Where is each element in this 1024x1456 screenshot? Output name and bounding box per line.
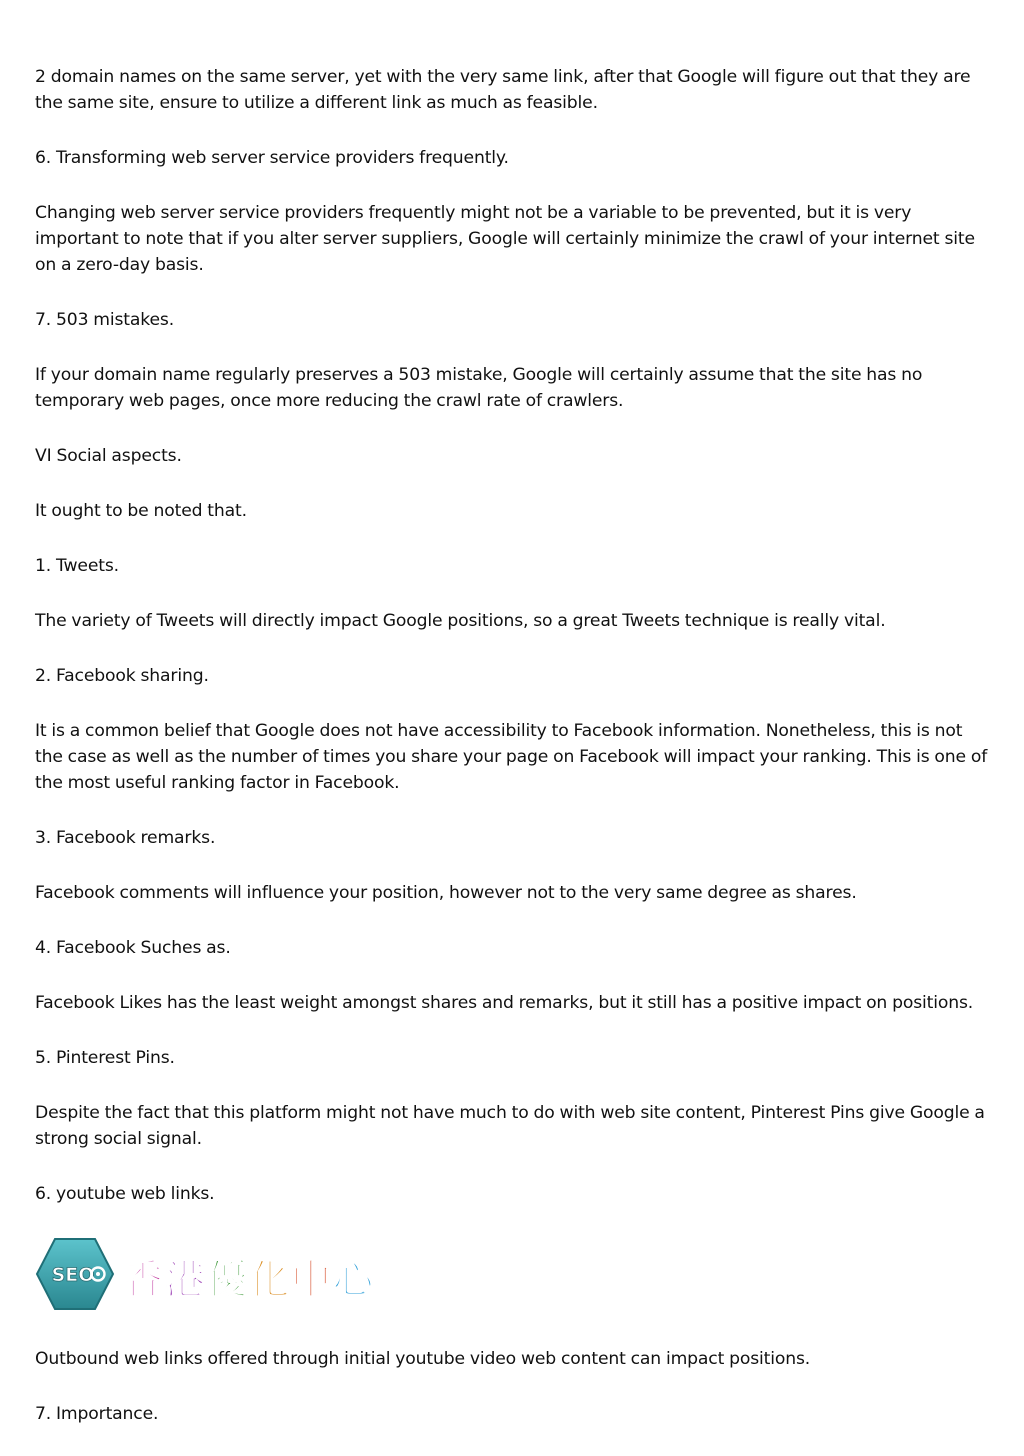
paragraph: It ought to be noted that.	[35, 501, 247, 521]
paragraph: 1. Tweets.	[35, 556, 119, 576]
gear-hub	[96, 1272, 100, 1276]
paragraph: 6. Transforming web server service providers frequently.	[35, 148, 509, 168]
paragraph: If your domain name regularly preserves a 503 mistake, Google will certainly assume that the site has no temporary web pages, once more reducing the crawl rate of crawlers.	[35, 365, 923, 411]
paragraph: Outbound web links offered through initial youtube video web content can impact positions.	[35, 1349, 811, 1369]
paragraph: The variety of Tweets will directly impact Google positions, so a great Tweets technique is really vital.	[35, 611, 886, 631]
logo-badge-text: SEO	[51, 1264, 95, 1286]
paragraph: Facebook comments will influence your position, however not to the very same degree as shares.	[35, 883, 857, 903]
logo-character: 港	[165, 1257, 205, 1303]
document-page	[35, 64, 990, 1456]
paragraph: 2. Facebook sharing.	[35, 666, 209, 686]
paragraph: VI Social aspects.	[35, 446, 182, 466]
paragraph: 4. Facebook Suches as.	[35, 938, 231, 958]
paragraph: 7. Importance.	[35, 1404, 159, 1424]
paragraph: 3. Facebook remarks.	[35, 828, 216, 848]
paragraph: It is a common belief that Google does not have accessibility to Facebook information. Nonetheless, this is not the case as well as the number of times you share your page on Facebook will impact your ranking. This is one of the most useful ranking factor in Facebook.	[35, 721, 988, 793]
logo-character: 化	[249, 1257, 289, 1303]
paragraph: Facebook Likes has the least weight amongst shares and remarks, but it still has a positive impact on positions.	[35, 993, 974, 1013]
logo-character: 中	[291, 1257, 331, 1303]
logo-characters	[123, 1257, 375, 1303]
paragraph: 5. Pinterest Pins.	[35, 1048, 175, 1068]
logo-character: 香	[123, 1257, 163, 1303]
paragraph: Changing web server service providers frequently might not be a variable to be prevented, but it is very important to note that if you alter server suppliers, Google will certainly minimize the crawl of your internet site on a zero-day basis.	[35, 203, 975, 275]
logo-character: 優	[207, 1257, 247, 1303]
paragraph: Despite the fact that this platform might not have much to do with web site content, Pinterest Pins give Google a strong social signal.	[35, 1103, 985, 1149]
seo-logo	[35, 1236, 380, 1312]
paragraph: 2 domain names on the same server, yet with the very same link, after that Google will figure out that they are the same site, ensure to utilize a different link as much as feasible.	[35, 67, 971, 113]
paragraph: 6. youtube web links.	[35, 1184, 215, 1204]
paragraph: 7. 503 mistakes.	[35, 310, 175, 330]
logo-character: 心	[333, 1257, 373, 1303]
